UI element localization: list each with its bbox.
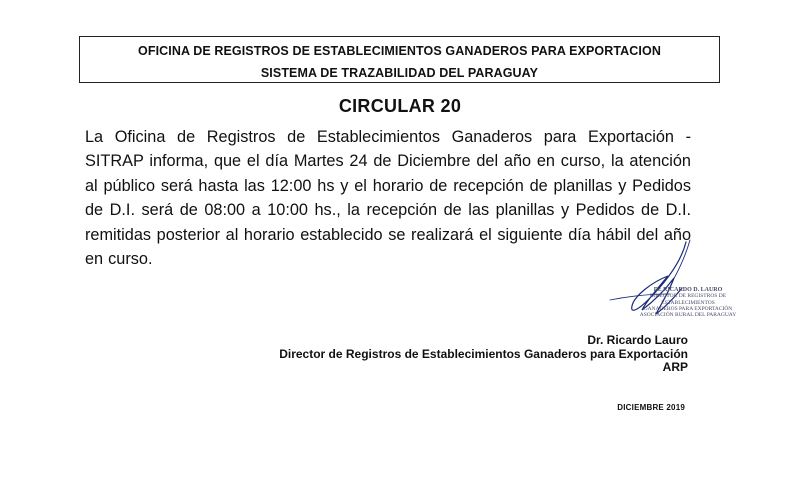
circular-title: CIRCULAR 20 bbox=[338, 96, 462, 116]
circular-body: La Oficina de Registros de Establecimientos Ganaderos para Exportación - SITRAP informa, que el día Martes 24 de Diciembre del año en curso, la atención al público será hasta las 12:00 hs y el horario de recepción de planillas y Pedidos de D.I. será de 08:00 a 10:00 hs., la recepción de las planillas y Pedidos de D.I. remitidas posterior al horario establecido se realizará el siguiente día hábil del año en curso. bbox=[85, 128, 691, 269]
signer-position: Director de Registros de Establecimientos Ganaderos para Exportación bbox=[279, 346, 688, 361]
header-box bbox=[79, 36, 720, 83]
signer-name: Dr. Ricardo Lauro bbox=[587, 333, 688, 347]
stamp-name: Dr. RICARDO D. LAURO bbox=[653, 287, 723, 293]
stamp-line4: ASOCIACIÓN RURAL DEL PARAGUAY bbox=[639, 312, 737, 319]
system-title: SISTEMA DE TRAZABILIDAD DEL PARAGUAY bbox=[260, 66, 539, 80]
stamp-line3: GANADEROS PARA EXPORTACIÓN bbox=[643, 305, 733, 312]
signature-block bbox=[279, 334, 688, 375]
signature-stamp bbox=[628, 287, 748, 318]
document-date: DICIEMBRE 2019 bbox=[617, 403, 685, 412]
stamp-line2: DIRECTOR DE REGISTROS DE ESTABLECIMIENTOS bbox=[649, 293, 727, 306]
office-title: OFICINA DE REGISTROS DE ESTABLECIMIENTOS GANADEROS PARA EXPORTACION bbox=[138, 44, 661, 58]
signer-org: ARP bbox=[662, 360, 688, 375]
